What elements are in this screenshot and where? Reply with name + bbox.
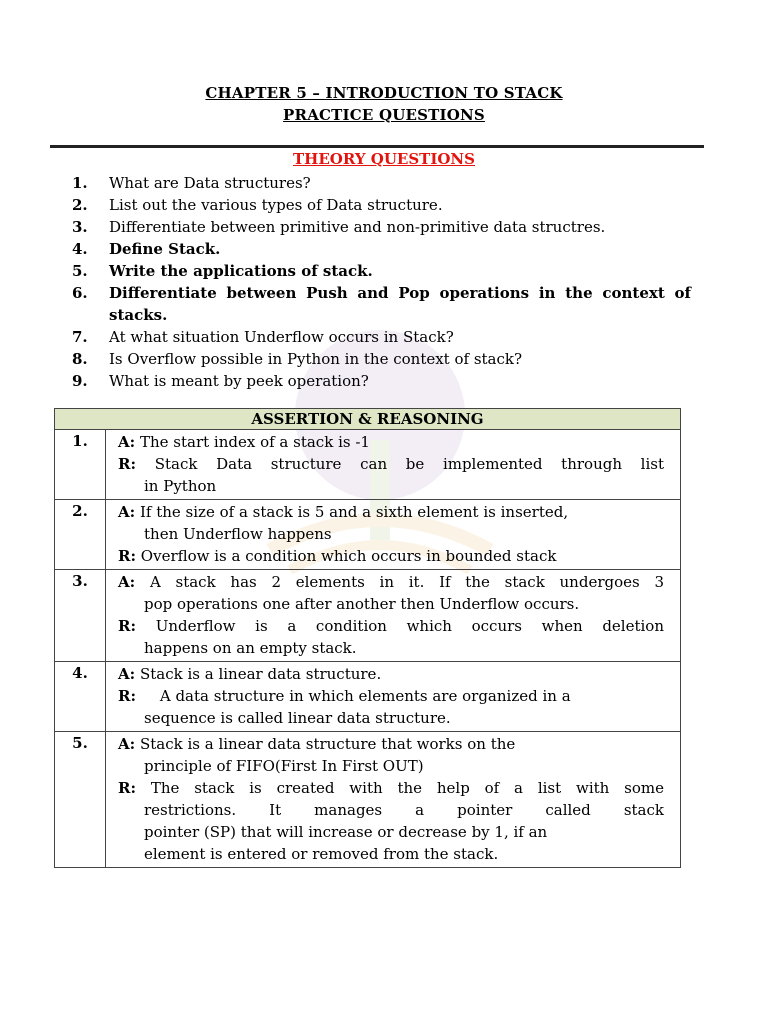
question-number: 8. [72,350,88,368]
reason-line: R: Stack Data structure can be implemented through list [118,455,664,473]
assertion-reason-cell [106,500,681,570]
assertion-line: A: Stack is a linear data structure that works on the [118,735,516,753]
row-number: 5. [55,732,106,868]
reason-line: pointer (SP) that will increase or decrease by 1, if an [144,823,548,841]
row-number: 4. [55,662,106,732]
reason-line: R: Overflow is a condition which occurs in bounded stack [118,547,557,565]
assertion-line: principle of FIFO(First In First OUT) [144,757,424,775]
question-number: 9. [72,372,88,390]
table-row [55,500,681,570]
question-number: 7. [72,328,88,346]
table-row [55,570,681,662]
table-row [55,662,681,732]
question-number: 4. [72,240,88,258]
table-header-row [55,409,681,430]
assertion-reasoning-table [54,408,681,868]
divider-rule [50,145,704,148]
assertion-reason-cell [106,430,681,500]
question-text: Differentiate between primitive and non-primitive data structres. [109,218,606,236]
question-number: 2. [72,196,88,214]
row-number: 1. [55,430,106,500]
question-text: Write the applications of stack. [109,262,373,280]
table-row [55,430,681,500]
table-row [55,732,681,868]
row-number: 2. [55,500,106,570]
assertion-line: A: A stack has 2 elements in it. If the stack undergoes 3 [118,573,664,591]
theory-questions-heading: THEORY QUESTIONS [293,150,475,168]
question-text: Is Overflow possible in Python in the context of stack? [109,350,523,368]
assertion-reason-cell [106,570,681,662]
assertion-reason-cell [106,662,681,732]
question-number: 1. [72,174,88,192]
question-text: List out the various types of Data structure. [109,196,443,214]
question-text: What is meant by peek operation? [109,372,369,390]
row-number: 3. [55,570,106,662]
question-text: Define Stack. [109,240,221,258]
chapter-title: CHAPTER 5 – INTRODUCTION TO STACK [205,84,563,102]
question-text: Differentiate between Push and Pop operations in the context of stacks. [109,284,691,324]
reason-line: R: Underflow is a condition which occurs when deletion [118,617,664,635]
assertion-line: then Underflow happens [144,525,332,543]
practice-questions-subtitle: PRACTICE QUESTIONS [283,106,485,124]
reason-line: R: A data structure in which elements are organized in a [118,687,571,705]
question-text: At what situation Underflow occurs in Stack? [109,328,454,346]
question-text: What are Data structures? [109,174,311,192]
assertion-reason-cell [106,732,681,868]
assertion-line: A: If the size of a stack is 5 and a sixth element is inserted, [118,503,569,521]
reason-line: R: The stack is created with the help of a list with some [118,779,664,797]
reason-line: element is entered or removed from the stack. [144,845,499,863]
question-number: 5. [72,262,88,280]
assertion-line: A: Stack is a linear data structure. [118,665,382,683]
assertion-line: pop operations one after another then Underflow occurs. [144,595,580,613]
reason-line: sequence is called linear data structure. [144,709,451,727]
reason-line: in Python [144,477,217,495]
question-number: 3. [72,218,88,236]
reason-line: restrictions. It manages a pointer called stack [144,801,664,819]
reason-line: happens on an empty stack. [144,639,357,657]
assertion-reasoning-heading: ASSERTION & REASONING [55,409,681,430]
question-number: 6. [72,284,88,302]
assertion-line: A: The start index of a stack is -1 [118,433,370,451]
